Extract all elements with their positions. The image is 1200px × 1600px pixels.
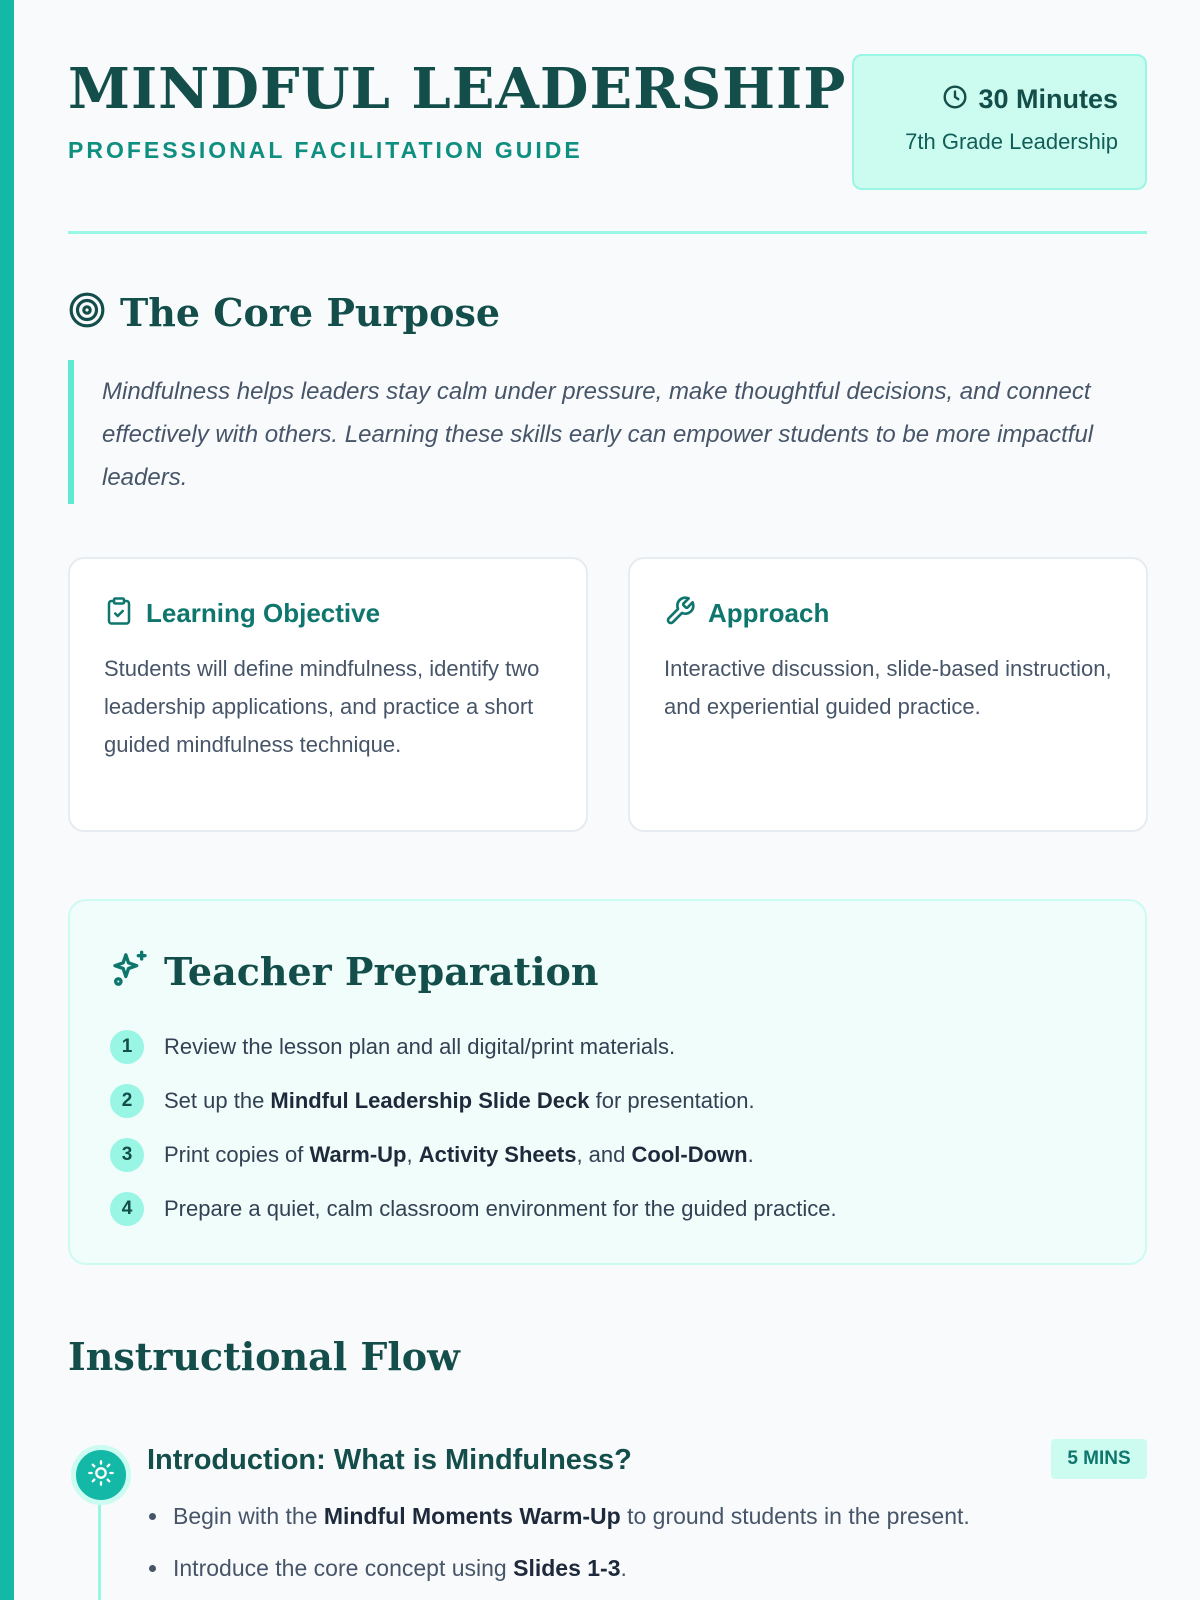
text-run: Prepare a quiet, calm classroom environment for the guided practice. <box>164 1196 837 1221</box>
emphasis-text: Mindful Leadership Slide Deck <box>270 1088 590 1113</box>
step-title: Introduction: What is Mindfulness? <box>147 1444 632 1476</box>
emphasis-text: Mindful Moments Warm-Up <box>323 1503 621 1529</box>
text-run: , <box>406 1142 419 1167</box>
step-bullet-list <box>173 1496 970 1600</box>
preparation-item <box>110 1074 1105 1128</box>
step-number-badge: 4 <box>110 1192 144 1226</box>
duration-label: 30 Minutes <box>978 84 1118 114</box>
sparkles-icon <box>110 949 150 994</box>
preparation-item-text <box>164 1034 675 1060</box>
emphasis-text: Slides 1-3 <box>513 1555 621 1581</box>
section-title: The Core Purpose <box>120 290 501 335</box>
step-number-badge: 1 <box>110 1030 144 1064</box>
page-title: MINDFUL LEADERSHIP <box>68 56 847 122</box>
text-run: , and <box>576 1142 632 1167</box>
emphasis-text: Warm-Up <box>309 1142 407 1167</box>
text-run: . <box>620 1555 627 1581</box>
guide-header <box>68 0 1147 234</box>
text-run: Begin with the <box>173 1503 324 1529</box>
preparation-item-text <box>164 1196 837 1222</box>
preparation-item <box>110 1128 1105 1182</box>
core-purpose-heading <box>68 290 500 335</box>
card-title: Approach <box>708 598 830 628</box>
duration-card <box>852 54 1147 190</box>
text-run: to ground students in the present. <box>620 1503 970 1529</box>
list-item <box>173 1548 970 1600</box>
audience-label: 7th Grade Leadership <box>905 129 1118 154</box>
text-run: Review the lesson plan and all digital/print materials. <box>164 1034 676 1059</box>
card-title: Learning Objective <box>146 598 381 628</box>
step-number-badge: 2 <box>110 1084 144 1118</box>
approach-card <box>628 557 1148 832</box>
teacher-preparation-box <box>68 899 1147 1265</box>
text-run: Print copies of <box>164 1142 310 1167</box>
text-run: Introduce the core concept using <box>173 1555 514 1581</box>
sun-icon <box>87 1459 115 1492</box>
text-run: Set up the <box>164 1088 271 1113</box>
page-subtitle: PROFESSIONAL FACILITATION GUIDE <box>68 137 583 163</box>
left-accent-bar <box>0 0 14 1600</box>
preparation-list <box>110 1020 1105 1236</box>
target-icon <box>68 291 106 334</box>
wrench-icon <box>664 595 696 632</box>
preparation-item-text <box>164 1142 754 1168</box>
text-run: for presentation. <box>589 1088 755 1113</box>
step-marker <box>71 1445 131 1505</box>
section-title: Teacher Preparation <box>164 949 599 994</box>
teacher-preparation-heading <box>110 949 1105 994</box>
learning-objective-card <box>68 557 588 832</box>
text-run: . <box>747 1142 754 1167</box>
step-number-badge: 3 <box>110 1138 144 1172</box>
preparation-item <box>110 1182 1105 1236</box>
emphasis-text: Cool-Down <box>631 1142 748 1167</box>
card-body: Interactive discussion, slide-based instruction, and experiential guided practice. <box>664 656 1112 719</box>
timeline-line <box>98 1495 101 1600</box>
list-item <box>173 1496 970 1548</box>
card-body: Students will define mindfulness, identify two leadership applications, and practice a short guided mindfulness technique. <box>104 656 540 757</box>
preparation-item-text <box>164 1088 755 1114</box>
preparation-item <box>110 1020 1105 1074</box>
instructional-flow-title: Instructional Flow <box>68 1334 460 1379</box>
clock-icon <box>942 84 968 115</box>
emphasis-text: Activity Sheets <box>418 1142 577 1167</box>
purpose-quote: Mindfulness helps leaders stay calm under pressure, make thoughtful decisions, and connect effectively with others. Learning these skills early can empower students to be more impactful leaders. <box>68 360 1147 504</box>
clipboard-check-icon <box>104 595 134 632</box>
duration-badge: 5 MINS <box>1051 1439 1147 1479</box>
facilitation-guide <box>68 0 1147 1581</box>
